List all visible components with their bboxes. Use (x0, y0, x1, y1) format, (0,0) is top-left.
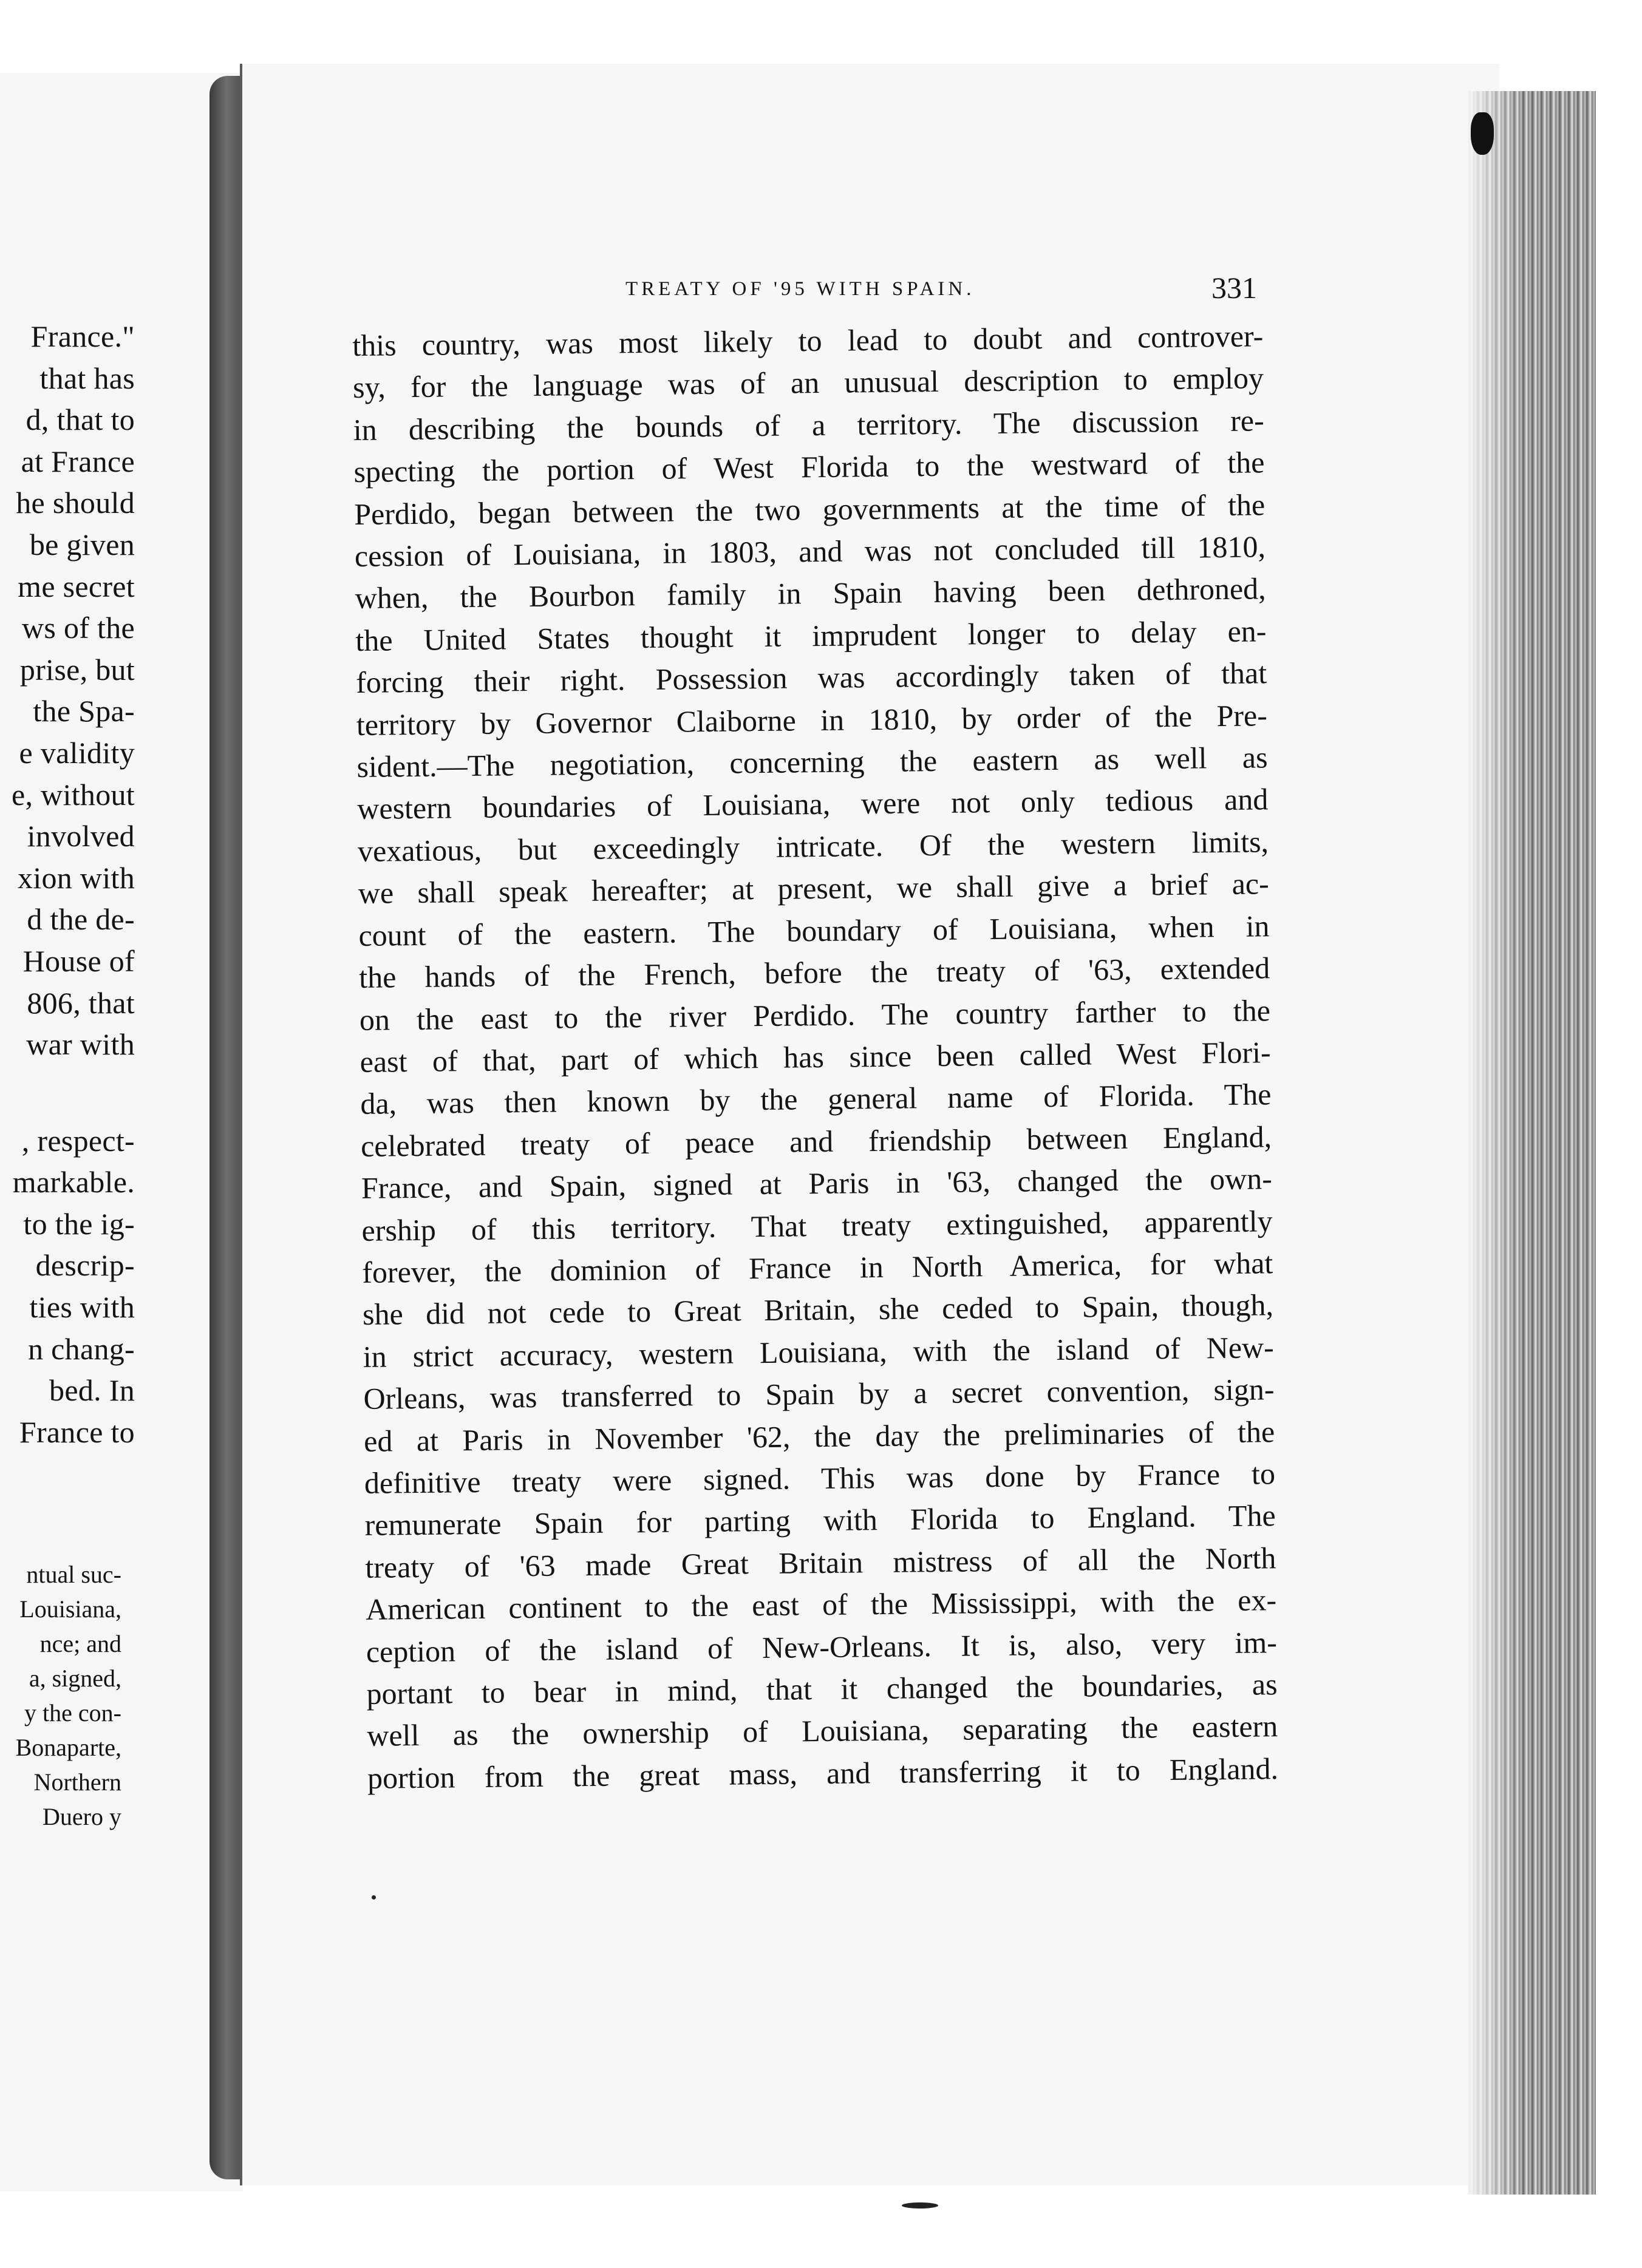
left-line: that has (39, 361, 135, 395)
body-line: France, and Spain, signed at Paris in '63, changed the own- (361, 1161, 1273, 1206)
left-line: to the ig- (23, 1206, 135, 1241)
body-line: vexatious, but exceedingly intricate. Of the western limits, (357, 824, 1269, 868)
body-line: forcing their right. Possession was accordingly taken of that (355, 656, 1267, 700)
body-line: specting the portion of West Florida to the westward of the (353, 445, 1265, 489)
scan-speck (372, 1895, 376, 1900)
running-head: TREATY OF '95 WITH SPAIN. (625, 278, 975, 300)
body-line: da, was then known by the general name of Florida. The (360, 1077, 1272, 1121)
left-line: France." (30, 319, 135, 353)
left-line: be given (29, 527, 135, 562)
footnote-line: Bonaparte, (15, 1734, 121, 1761)
left-line: e, without (12, 777, 135, 812)
body-line: we shall speak hereafter; at present, we shall give a brief ac- (358, 866, 1270, 911)
left-line: markable. (12, 1165, 135, 1200)
body-line: this country, was most likely to lead to doubt and controver- (352, 319, 1264, 362)
footnote-line: ntual suc- (26, 1561, 121, 1588)
left-line: France to (19, 1414, 135, 1449)
body-line: on the east to the river Perdido. The country farther to the (359, 993, 1271, 1037)
left-line: war with (26, 1027, 135, 1062)
footnote-line: y the con- (24, 1699, 121, 1726)
body-line: count of the eastern. The boundary of Louisiana, when in (358, 908, 1270, 952)
body-line: definitive treaty were signed. This was done by France to (364, 1456, 1276, 1500)
left-line: at France (21, 444, 135, 478)
body-line: ed at Paris in November '62, the day the preliminaries of the (363, 1414, 1275, 1458)
body-line: Perdido, began between the two governments at the time of the (353, 487, 1266, 531)
body-line: ership of this territory. That treaty extinguished, apparently (361, 1203, 1273, 1248)
body-line: when, the Bourbon family in Spain having been dethroned, (355, 571, 1266, 616)
left-line: descrip- (35, 1248, 135, 1283)
footnote-line: Duero y (43, 1803, 121, 1830)
left-line: e validity (19, 735, 135, 770)
footnote-line: nce; and (39, 1630, 121, 1657)
left-line: he should (16, 486, 135, 520)
body-line: in strict accuracy, western Louisiana, with the island of New- (363, 1329, 1275, 1374)
body-line: well as the ownership of Louisiana, separating the eastern (367, 1709, 1278, 1753)
left-line: ws of the (21, 611, 135, 645)
left-line: prise, but (19, 652, 135, 687)
body-line: treaty of '63 made Great Britain mistress of all the North (365, 1540, 1276, 1584)
body-line: territory by Governor Claiborne in 1810, by order of the Pre- (356, 698, 1268, 742)
left-line: me secret (18, 569, 135, 603)
body-text (352, 315, 1278, 1799)
body-line: cession of Louisiana, in 1803, and was not concluded till 1810, (354, 529, 1266, 574)
body-line: east of that, part of which has since been called West Flori- (359, 1035, 1271, 1079)
left-line: d the de- (27, 902, 135, 937)
body-line: the hands of the French, before the treaty of '63, extended (358, 951, 1270, 995)
body-line: Orleans, was transferred to Spain by a secret convention, sign- (363, 1372, 1275, 1416)
body-line: portion from the great mass, and transferring it to England. (367, 1751, 1279, 1795)
body-line: forever, the dominion of France in North America, for what (362, 1246, 1273, 1289)
body-line: celebrated treaty of peace and friendship between England, (360, 1119, 1272, 1163)
body-line: western boundaries of Louisiana, were not only tedious and (357, 782, 1269, 826)
left-facing-page (0, 73, 243, 2192)
left-line: bed. In (49, 1373, 135, 1408)
left-line: , respect- (21, 1123, 135, 1158)
body-line: sident.—The negotiation, concerning the eastern as well as (356, 740, 1268, 784)
page-number: 331 (1211, 271, 1257, 305)
left-line: xion with (18, 860, 135, 895)
body-line: remunerate Spain for parting with Florida to England. The (364, 1498, 1276, 1543)
left-line: n chang- (28, 1331, 135, 1366)
left-page-text (0, 316, 135, 1453)
body-line: in describing the bounds of a territory. The discussion re- (353, 403, 1265, 447)
body-line: she did not cede to Great Britain, she ceded to Spain, though, (362, 1288, 1274, 1332)
left-line: House of (22, 943, 135, 978)
body-line: portant to bear in mind, that it changed the boundaries, as (366, 1667, 1278, 1711)
body-line: the United States thought it imprudent longer to delay en- (355, 614, 1267, 657)
left-line: d, that to (26, 402, 135, 437)
left-line: ties with (29, 1290, 135, 1325)
left-line: 806, that (27, 985, 135, 1020)
page-edges-shadow (1468, 91, 1523, 2195)
scan-mark (902, 2202, 938, 2209)
footnote-line: Northern (33, 1768, 121, 1796)
left-page-footnote (0, 1557, 121, 1834)
footnote-line: a, signed, (29, 1665, 121, 1692)
footnote-line: Louisiana, (19, 1595, 121, 1623)
body-line: American continent to the east of the Mississippi, with the ex- (365, 1583, 1277, 1627)
edge-ink-mark (1471, 112, 1494, 155)
left-line: involved (27, 819, 135, 854)
paragraph-gap (0, 1065, 135, 1120)
body-line: sy, for the language was of an unusual description to employ (352, 361, 1264, 405)
body-line: ception of the island of New-Orleans. It is, also, very im- (366, 1625, 1278, 1669)
left-line: the Spa- (33, 694, 135, 728)
